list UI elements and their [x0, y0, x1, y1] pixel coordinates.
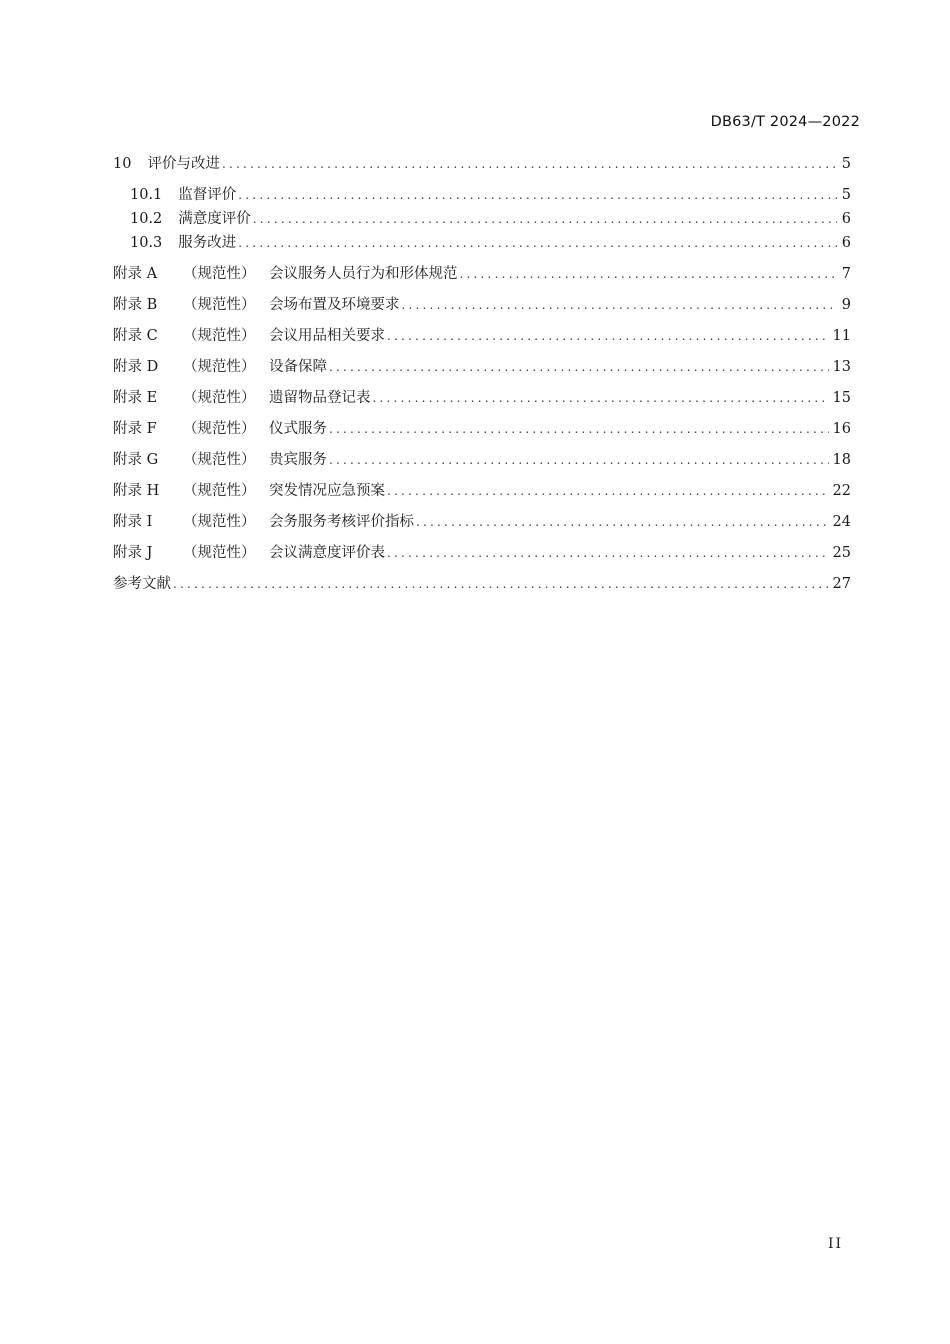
toc-entry-annex-j[interactable]	[113, 541, 851, 565]
toc-number: 10.1	[130, 187, 163, 203]
toc-leader-dots	[387, 479, 829, 503]
toc-page-number: 6	[841, 235, 851, 251]
toc-annex-normative: （规范性）	[183, 390, 256, 406]
toc-page-number: 18	[832, 452, 851, 468]
toc-entry-clause-10-2[interactable]	[113, 207, 851, 231]
toc-page-number: 5	[841, 187, 851, 203]
toc-page-number: 13	[832, 359, 851, 375]
toc-page-number: 22	[832, 483, 851, 499]
toc-page-number: 6	[841, 211, 851, 227]
toc-title: 遗留物品登记表	[269, 390, 371, 406]
toc-entry-clause-10-3[interactable]	[113, 231, 851, 255]
toc-annex-normative: （规范性）	[183, 545, 256, 561]
toc-number: 10.3	[130, 235, 163, 251]
toc-page-number: 27	[832, 576, 851, 592]
toc-leader-dots	[222, 152, 837, 176]
toc-entry-annex-g[interactable]	[113, 448, 851, 472]
toc-leader-dots	[416, 510, 829, 534]
toc-leader-dots	[173, 572, 829, 596]
toc-leader-dots	[329, 417, 829, 441]
toc-title: 会议满意度评价表	[269, 545, 385, 561]
toc-leader-dots	[387, 324, 829, 348]
toc-annex-normative: （规范性）	[183, 421, 256, 437]
toc-annex-number: 附录 A	[113, 266, 158, 282]
toc-entry-annex-i[interactable]	[113, 510, 851, 534]
toc-annex-number: 附录 E	[113, 390, 158, 406]
toc-annex-number: 附录 C	[113, 328, 158, 344]
toc-page-number: 9	[841, 297, 851, 313]
toc-annex-normative: （规范性）	[183, 297, 256, 313]
toc-entry-clause-10-1[interactable]	[113, 183, 851, 207]
toc-page-number: 5	[841, 156, 851, 172]
toc-leader-dots	[238, 183, 837, 207]
toc-entry-annex-b[interactable]	[113, 293, 851, 317]
toc-title: 会议服务人员行为和形体规范	[269, 266, 458, 282]
toc-title: 满意度评价	[178, 211, 251, 227]
toc-leader-dots	[238, 231, 837, 255]
toc-annex-normative: （规范性）	[183, 483, 256, 499]
toc-page-number: 11	[832, 328, 851, 344]
toc-leader-dots	[387, 541, 829, 565]
toc-annex-normative: （规范性）	[183, 328, 256, 344]
toc-number: 10.2	[130, 211, 163, 227]
toc-leader-dots	[329, 448, 829, 472]
toc-title: 评价与改进	[147, 156, 220, 172]
toc-annex-number: 附录 H	[113, 483, 160, 499]
toc-number: 10	[113, 156, 132, 172]
toc-page-number: 16	[832, 421, 851, 437]
toc-annex-number: 附录 D	[113, 359, 159, 375]
toc-title: 仪式服务	[269, 421, 327, 437]
toc-annex-number: 附录 J	[113, 545, 153, 561]
toc-entry-annex-c[interactable]	[113, 324, 851, 348]
document-code: DB63/T 2024—2022	[710, 114, 860, 130]
toc-page-number: 15	[832, 390, 851, 406]
toc-title: 会场布置及环境要求	[269, 297, 400, 313]
toc-leader-dots	[460, 262, 838, 286]
toc-page-number: 25	[832, 545, 851, 561]
toc-entry-annex-h[interactable]	[113, 479, 851, 503]
table-of-contents	[113, 152, 851, 596]
toc-entry-clause-10[interactable]	[113, 152, 851, 176]
toc-title: 监督评价	[178, 187, 237, 203]
toc-title: 参考文献	[113, 576, 171, 592]
toc-annex-normative: （规范性）	[183, 514, 256, 530]
toc-leader-dots	[329, 355, 829, 379]
toc-title: 会务服务考核评价指标	[269, 514, 414, 530]
toc-entry-bibliography[interactable]	[113, 572, 851, 596]
toc-page-number: 24	[832, 514, 851, 530]
toc-title: 会议用品相关要求	[269, 328, 385, 344]
toc-annex-normative: （规范性）	[183, 452, 256, 468]
toc-title: 设备保障	[269, 359, 327, 375]
toc-leader-dots	[402, 293, 838, 317]
toc-leader-dots	[253, 207, 837, 231]
toc-page-number: 7	[841, 266, 851, 282]
toc-entry-annex-e[interactable]	[113, 386, 851, 410]
toc-title: 服务改进	[178, 235, 237, 251]
toc-annex-number: 附录 B	[113, 297, 158, 313]
toc-annex-number: 附录 G	[113, 452, 159, 468]
toc-title: 突发情况应急预案	[269, 483, 385, 499]
toc-annex-number: 附录 I	[113, 514, 153, 530]
toc-annex-normative: （规范性）	[183, 266, 256, 282]
page-number: II	[827, 1236, 843, 1252]
toc-entry-annex-f[interactable]	[113, 417, 851, 441]
toc-entry-annex-d[interactable]	[113, 355, 851, 379]
toc-annex-number: 附录 F	[113, 421, 157, 437]
toc-annex-normative: （规范性）	[183, 359, 256, 375]
toc-title: 贵宾服务	[269, 452, 327, 468]
toc-leader-dots	[373, 386, 829, 410]
toc-entry-annex-a[interactable]	[113, 262, 851, 286]
